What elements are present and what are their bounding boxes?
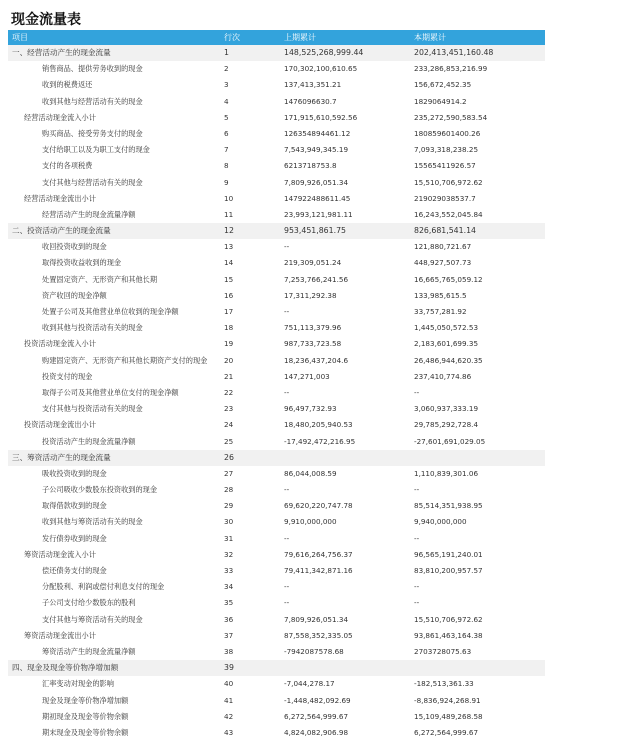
table-row [8, 207, 545, 223]
row-label: 支付的各项税费 [42, 161, 93, 171]
table-row [8, 320, 545, 336]
row-label: 子公司支付给少数股东的股利 [42, 598, 136, 608]
column-header-current: 本期累计 [414, 33, 446, 42]
row-line-number: 39 [224, 663, 234, 673]
row-line-number: 29 [224, 501, 234, 511]
row-previous-value: 69,620,220,747.78 [284, 501, 353, 511]
row-previous-value: 171,915,610,592.56 [284, 112, 358, 122]
row-line-number: 19 [224, 339, 234, 349]
row-line-number: 18 [224, 323, 234, 333]
row-previous-value: 7,809,926,051.34 [284, 614, 349, 624]
row-previous-value: 1476096630.7 [284, 96, 337, 106]
row-current-value: 2,183,601,699.35 [414, 339, 479, 349]
row-current-value: 1,445,050,572.53 [414, 323, 479, 333]
row-current-value: -- [414, 533, 420, 543]
row-label: 收到其他与经营活动有关的现金 [42, 96, 143, 106]
table-row [8, 612, 545, 628]
row-label: 购建固定资产、无形资产和其他长期资产支付的现金 [42, 355, 208, 365]
row-previous-value: 18,480,205,940.53 [284, 420, 353, 430]
row-current-value: -27,601,691,029.05 [414, 436, 486, 446]
row-line-number: 22 [224, 387, 234, 397]
row-line-number: 17 [224, 307, 234, 316]
table-row [8, 336, 545, 352]
row-label: 筹资活动现金流出小计 [24, 630, 96, 640]
row-line-number: 4 [224, 96, 229, 106]
row-line-number: 41 [224, 695, 234, 705]
row-current-value: 15565411926.57 [414, 161, 476, 171]
row-current-value: 16,243,552,045.84 [414, 209, 483, 219]
row-current-value: 1,110,839,301.06 [414, 468, 479, 478]
row-current-value: -- [414, 598, 420, 608]
row-previous-value: -- [284, 307, 290, 316]
row-current-value: 2703728075.63 [414, 646, 472, 656]
row-previous-value: 4,824,082,906.98 [284, 727, 349, 737]
table-row [8, 466, 545, 482]
row-line-number: 3 [224, 80, 229, 90]
row-line-number: 26 [224, 452, 234, 462]
section-row [8, 45, 545, 61]
row-line-number: 38 [224, 646, 234, 656]
row-label: 现金及现金等价物净增加额 [42, 695, 129, 705]
row-label: 四、现金及现金等价物净增加额 [12, 663, 119, 673]
row-current-value: 16,665,765,059.12 [414, 274, 483, 284]
table-row [8, 353, 545, 369]
row-label: 取得子公司及其他营业单位支付的现金净额 [42, 387, 179, 397]
row-line-number: 6 [224, 128, 229, 138]
row-label: 发行债券收到的现金 [42, 533, 107, 543]
row-line-number: 30 [224, 517, 234, 527]
row-previous-value: -- [284, 242, 290, 252]
table-row [8, 563, 545, 579]
row-current-value: 6,272,564,999.67 [414, 727, 479, 737]
row-line-number: 36 [224, 614, 234, 624]
row-line-number: 34 [224, 582, 234, 592]
row-label: 支付其他与经营活动有关的现金 [42, 177, 143, 187]
table-row [8, 110, 545, 126]
row-previous-value: 751,113,379.96 [284, 323, 342, 333]
row-previous-value: 219,309,051.24 [284, 258, 342, 268]
table-row [8, 304, 545, 320]
table-row [8, 239, 545, 255]
table-row [8, 401, 545, 417]
row-current-value: 180859601400.26 [414, 128, 481, 138]
row-line-number: 20 [224, 355, 234, 365]
row-label: 资产收回的现金净额 [42, 290, 107, 300]
row-label: 支付其他与投资活动有关的现金 [42, 404, 143, 414]
table-row [8, 676, 545, 692]
row-label: 三、筹资活动产生的现金流量 [12, 452, 111, 462]
row-current-value: 1829064914.2 [414, 96, 467, 106]
column-header-previous: 上期累计 [284, 33, 316, 42]
column-header-line: 行次 [224, 33, 240, 42]
table-row [8, 514, 545, 530]
row-current-value: 237,410,774.86 [414, 371, 472, 381]
row-previous-value: 170,302,100,610.65 [284, 64, 358, 74]
row-label: 期末现金及现金等价物余额 [42, 727, 129, 737]
row-label: 一、经营活动产生的现金流量 [12, 48, 111, 57]
row-label: 偿还债务支付的现金 [42, 566, 107, 575]
row-current-value: 85,514,351,938.95 [414, 501, 483, 511]
row-current-value: 133,985,615.5 [414, 290, 467, 300]
row-current-value: 202,413,451,160.48 [414, 48, 494, 57]
table-row [8, 531, 545, 547]
table-row [8, 482, 545, 498]
row-current-value: 96,565,191,240.01 [414, 549, 483, 559]
table-row [8, 547, 545, 563]
table-row [8, 385, 545, 401]
row-previous-value: 86,044,008.59 [284, 468, 337, 478]
row-previous-value: 953,451,861.75 [284, 226, 347, 236]
table-row [8, 61, 545, 77]
row-line-number: 32 [224, 549, 234, 559]
row-line-number: 8 [224, 161, 229, 171]
row-label: 二、投资活动产生的现金流量 [12, 226, 111, 236]
row-previous-value: 987,733,723.58 [284, 339, 342, 349]
row-line-number: 11 [224, 209, 234, 219]
row-line-number: 7 [224, 145, 229, 155]
row-previous-value: 79,411,342,871.16 [284, 566, 353, 575]
table-row [8, 175, 545, 191]
row-current-value: 26,486,944,620.35 [414, 355, 483, 365]
cash-flow-table [8, 30, 545, 741]
table-row [8, 725, 545, 741]
row-line-number: 13 [224, 242, 234, 252]
table-row [8, 709, 545, 725]
table-row [8, 191, 545, 207]
row-previous-value: -- [284, 533, 290, 543]
row-previous-value: -- [284, 582, 290, 592]
row-line-number: 43 [224, 727, 234, 737]
row-current-value: 15,510,706,972.62 [414, 177, 483, 187]
row-previous-value: -7942087578.68 [284, 646, 344, 656]
row-current-value: -8,836,924,268.91 [414, 695, 481, 705]
row-current-value: 121,880,721.67 [414, 242, 472, 252]
row-line-number: 31 [224, 533, 234, 543]
row-label: 投资支付的现金 [42, 371, 93, 381]
row-previous-value: 7,253,766,241.56 [284, 274, 349, 284]
row-current-value: 93,861,463,164.38 [414, 630, 483, 640]
row-label: 取得投资收益收到的现金 [42, 258, 122, 268]
row-label: 经营活动产生的现金流量净额 [42, 209, 136, 219]
row-previous-value: 23,993,121,981.11 [284, 209, 353, 219]
row-previous-value: -- [284, 485, 290, 495]
row-current-value: 9,940,000,000 [414, 517, 467, 527]
row-line-number: 16 [224, 290, 234, 300]
table-row [8, 94, 545, 110]
row-current-value: 235,272,590,583.54 [414, 112, 488, 122]
row-label: 筹资活动产生的现金流量净额 [42, 646, 136, 656]
row-label: 收到其他与筹资活动有关的现金 [42, 517, 143, 527]
row-current-value: 33,757,281.92 [414, 307, 467, 316]
table-row [8, 77, 545, 93]
row-line-number: 27 [224, 468, 234, 478]
row-previous-value: 96,497,732.93 [284, 404, 337, 414]
row-current-value: 448,927,507.73 [414, 258, 472, 268]
row-label: 期初现金及现金等价物余额 [42, 711, 129, 721]
page-title: 现金流量表 [11, 12, 81, 28]
row-line-number: 42 [224, 711, 234, 721]
row-previous-value: 7,543,949,345.19 [284, 145, 349, 155]
table-row [8, 595, 545, 611]
table-row [8, 693, 545, 709]
row-previous-value: 147,271,003 [284, 371, 330, 381]
table-row [8, 434, 545, 450]
row-current-value: 7,093,318,238.25 [414, 145, 479, 155]
row-label: 分配股利、利润或偿付利息支付的现金 [42, 582, 165, 592]
table-row [8, 369, 545, 385]
row-previous-value: 147922488611.45 [284, 193, 351, 203]
row-current-value: 83,810,200,957.57 [414, 566, 483, 575]
table-row [8, 628, 545, 644]
table-row [8, 142, 545, 158]
row-previous-value: 87,558,352,335.05 [284, 630, 353, 640]
row-label: 支付其他与筹资活动有关的现金 [42, 614, 143, 624]
row-label: 投资活动现金流入小计 [24, 339, 96, 349]
row-line-number: 9 [224, 177, 229, 187]
row-label: 投资活动产生的现金流量净额 [42, 436, 136, 446]
row-current-value: 29,785,292,728.4 [414, 420, 479, 430]
row-label: 经营活动现金流入小计 [24, 112, 96, 122]
row-previous-value: -17,492,472,216.95 [284, 436, 356, 446]
row-line-number: 15 [224, 274, 234, 284]
row-label: 吸收投资收到的现金 [42, 468, 107, 478]
row-current-value: 233,286,853,216.99 [414, 64, 488, 74]
row-line-number: 25 [224, 436, 234, 446]
row-label: 处置子公司及其他营业单位收到的现金净额 [42, 307, 179, 316]
row-line-number: 10 [224, 193, 234, 203]
row-current-value: 3,060,937,333.19 [414, 404, 479, 414]
row-label: 支付给职工以及为职工支付的现金 [42, 145, 150, 155]
row-line-number: 23 [224, 404, 234, 414]
table-row [8, 417, 545, 433]
row-label: 投资活动现金流出小计 [24, 420, 96, 430]
table-row [8, 272, 545, 288]
row-current-value: 219029038537.7 [414, 193, 476, 203]
row-line-number: 5 [224, 112, 229, 122]
row-current-value: 156,672,452.35 [414, 80, 472, 90]
row-line-number: 24 [224, 420, 234, 430]
row-line-number: 37 [224, 630, 234, 640]
row-previous-value: -- [284, 598, 290, 608]
row-line-number: 1 [224, 48, 229, 57]
section-row [8, 223, 545, 239]
section-row [8, 660, 545, 676]
column-header-item: 项目 [12, 33, 28, 42]
row-current-value: -- [414, 582, 420, 592]
row-current-value: -182,513,361.33 [414, 679, 474, 689]
table-row [8, 255, 545, 271]
row-previous-value: -1,448,482,092.69 [284, 695, 351, 705]
row-previous-value: -- [284, 387, 290, 397]
row-line-number: 2 [224, 64, 229, 74]
table-row [8, 579, 545, 595]
row-label: 经营活动现金流出小计 [24, 193, 96, 203]
row-previous-value: 9,910,000,000 [284, 517, 337, 527]
row-current-value: -- [414, 387, 420, 397]
row-label: 收回投资收到的现金 [42, 242, 107, 252]
row-line-number: 21 [224, 371, 234, 381]
row-current-value: 15,510,706,972.62 [414, 614, 483, 624]
row-label: 收到其他与投资活动有关的现金 [42, 323, 143, 333]
row-previous-value: 137,413,351.21 [284, 80, 342, 90]
row-label: 购买商品、接受劳务支付的现金 [42, 128, 143, 138]
row-label: 收到的税费返还 [42, 80, 93, 90]
row-line-number: 33 [224, 566, 234, 575]
row-previous-value: 126354894461.12 [284, 128, 351, 138]
row-line-number: 12 [224, 226, 234, 236]
row-label: 处置固定资产、无形资产和其他长期 [42, 274, 158, 284]
row-previous-value: 148,525,268,999.44 [284, 48, 364, 57]
table-row [8, 498, 545, 514]
row-label: 销售商品、提供劳务收到的现金 [42, 64, 143, 74]
row-previous-value: 7,809,926,051.34 [284, 177, 349, 187]
row-previous-value: 18,236,437,204.6 [284, 355, 349, 365]
row-line-number: 35 [224, 598, 234, 608]
section-row [8, 450, 545, 466]
row-line-number: 14 [224, 258, 234, 268]
table-row [8, 126, 545, 142]
row-previous-value: -7,044,278.17 [284, 679, 335, 689]
row-label: 筹资活动现金流入小计 [24, 549, 96, 559]
table-row [8, 158, 545, 174]
row-previous-value: 6,272,564,999.67 [284, 711, 349, 721]
row-previous-value: 17,311,292.38 [284, 290, 337, 300]
row-line-number: 28 [224, 485, 234, 495]
row-previous-value: 79,616,264,756.37 [284, 549, 353, 559]
row-label: 子公司吸收少数股东投资收到的现金 [42, 485, 158, 495]
table-row [8, 288, 545, 304]
table-header [8, 30, 545, 45]
row-label: 取得借款收到的现金 [42, 501, 107, 511]
row-previous-value: 6213718753.8 [284, 161, 337, 171]
row-label: 汇率变动对现金的影响 [42, 679, 114, 689]
table-row [8, 644, 545, 660]
row-line-number: 40 [224, 679, 234, 689]
table-body [8, 45, 545, 741]
row-current-value: -- [414, 485, 420, 495]
row-current-value: 15,109,489,268.58 [414, 711, 483, 721]
row-current-value: 826,681,541.14 [414, 226, 477, 236]
